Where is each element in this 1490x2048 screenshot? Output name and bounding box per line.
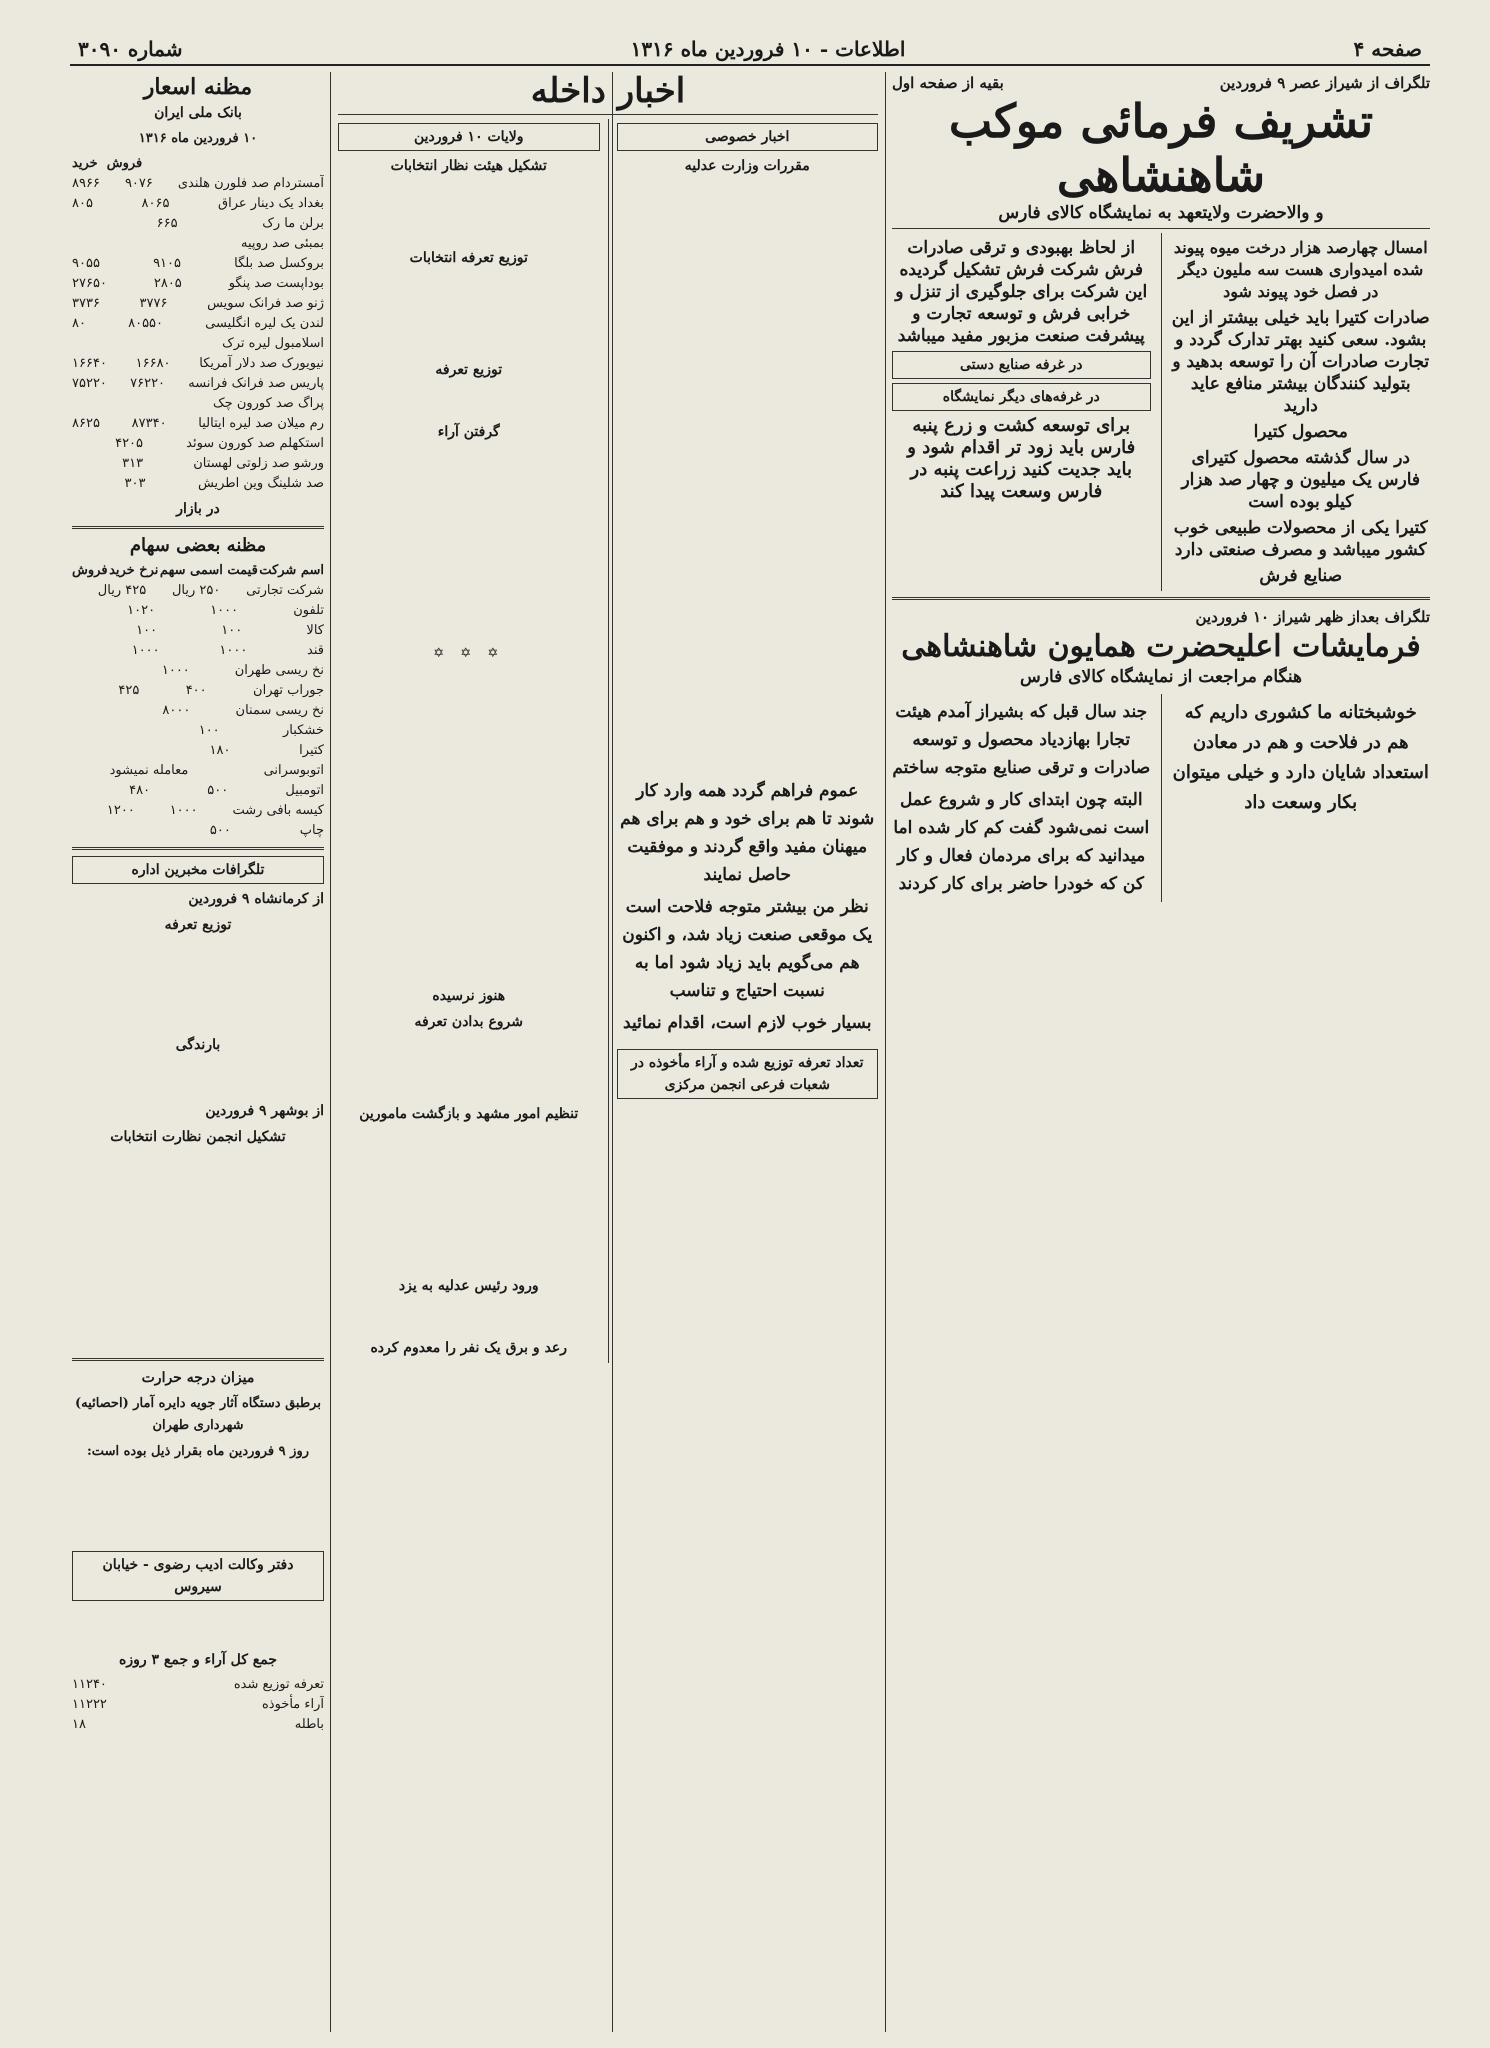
subheading: تنظیم امور مشهد و بازگشت مامورین: [359, 1106, 579, 1122]
fx-row: [72, 434, 324, 454]
section-title: مقررات وزارت عدلیه: [684, 158, 810, 174]
share-cell: ۴۲۵ ریال: [97, 583, 147, 598]
subheading: رعد و برق یک نفر را معدوم کرده: [370, 1340, 568, 1356]
section-title: ولایات ۱۰ فروردین: [338, 123, 600, 151]
share-row: [72, 781, 324, 801]
fx-cell: ۸۶۲۵: [72, 416, 100, 431]
fx-cell: ۹۰۵۵: [72, 256, 100, 271]
temperature-subtitle: برطبق دستگاه آثار جویه دایره آمار (احصائیه) شهرداری طهران: [75, 1396, 321, 1433]
subheading: توزیع تعرفه: [164, 917, 232, 933]
share-cell: ۱۰۰۰: [169, 803, 198, 818]
quote: البته چون ابتدای کار و شروع عمل است نمی‌شود گفت کم کار شده اما میدانید که برای مردمان فعال و کار کن که خودرا حاضر برای کار کردند: [893, 790, 1150, 894]
share-cell: ۱۲۰۰: [106, 803, 135, 818]
fx-cell: بروکسل صد بلگا: [234, 256, 324, 271]
vote-cell: ۱۸: [72, 1717, 86, 1732]
kicker-continued: بقیه از صفحه اول: [892, 74, 1004, 92]
share-cell: ۱۰۰۰: [219, 643, 248, 658]
fx-cell: لندن یک لیره انگلیسی: [205, 316, 324, 331]
main-article: [892, 72, 1430, 2022]
share-cell: ۱۰۰: [198, 723, 220, 738]
domestic-news: اخبار داخله اخبار خصوصی مقررات وزارت عدلیه عموم فراهم گردد همه وارد کار شوند تا هم برای خود و هم برای هم میهنان مفید واقع گردند و موفقیت حاصل نمایند نظر من بیشتر متوجه فلاحت است یک موقعی صنعت زیاد شد، و اکنون هم می‌گویم باید زیاد شود اما به نسبت احتیاج و تناسب بسیار خوب لازم است، اقدام نمائید تعداد تعرفه توزیع شده و آراء مأخوذه در شعبات فرعی انجمن مرکزی ولایات ۱۰ فروردین تشکیل هیئت نظار انتخابات توزیع تعرفه انتخابات توزیع تعرفه گرفتن آراء ✡ ✡ ✡ هنوز نرسیده شروع بدادن تعرفه تنظیم امور مشهد و بازگشت مامورین ورود رئیس عدلیه به یزد رعد و برق یک نفر را معدوم کرده: [338, 72, 878, 2022]
share-cell: معامله نمیشود: [109, 763, 189, 778]
share-row: [72, 741, 324, 761]
fx-cell: ۴۲۰۵: [115, 436, 144, 451]
subhead: هنگام مراجعت از نمایشگاه کالای فارس: [1020, 667, 1302, 687]
share-row: [72, 801, 324, 821]
fx-row: [72, 254, 324, 274]
fx-cell: ۲۷۶۵۰: [72, 276, 107, 291]
shares-table: [72, 581, 324, 841]
fx-cell: اسلامبول لیره ترک: [222, 336, 324, 351]
rates-date: ۱۰ فروردین ماه ۱۳۱۶: [138, 131, 258, 146]
share-cell: اتوبوسرانی: [263, 763, 324, 778]
exchange-rates-table: [72, 174, 324, 494]
quote: خوشبختانه ما کشوری داریم که هم در فلاحت و هم در معادن استعداد شایان دارد و خیلی میتوان بکار وسعت داد: [1172, 702, 1429, 813]
quote: بسیار خوب لازم است، اقدام نمائید: [623, 1013, 872, 1033]
share-cell: کالا: [306, 623, 324, 638]
headline: فرمایشات اعلیحضرت همایون شاهنشاهی: [901, 629, 1421, 664]
share-row: [72, 641, 324, 661]
subheading: تشکیل هیئت نظار انتخابات: [390, 158, 547, 174]
fx-cell: ۹۰۷۶: [124, 176, 153, 191]
subhead: و والاحضرت ولایتعهد به نمایشگاه کالای فارس: [998, 203, 1324, 223]
fx-row: [72, 454, 324, 474]
fx-row: [72, 354, 324, 374]
subheading: توزیع تعرفه انتخابات: [409, 250, 528, 266]
kicker: تلگراف از شیراز عصر ۹ فروردین: [1219, 74, 1430, 92]
fx-cell: ۸۷۳۴۰: [131, 416, 167, 431]
kicker: تلگراف بعداز ظهر شیراز ۱۰ فروردین: [1195, 608, 1430, 626]
issue-number: شماره ۳۰۹۰: [78, 37, 183, 61]
fx-cell: ۸۰۵۵۰: [128, 316, 164, 331]
fx-cell: ۱۶۶۴۰: [72, 356, 107, 371]
share-cell: ۴۸۰: [129, 783, 151, 798]
fx-row: [72, 194, 324, 214]
vote-cell: ۱۱۲۴۰: [72, 1677, 107, 1692]
share-cell: ۴۲۵: [118, 683, 140, 698]
vote-row: [72, 1675, 324, 1695]
bold-paragraph: برای توسعه کشت و زرع پنبه فارس باید زود تر اقدام شود و باید جدیت کنید زراعت پنبه در فارس وسعت پیدا کند: [907, 415, 1136, 502]
vote-cell: تعرفه توزیع شده: [233, 1677, 324, 1692]
subheading: توزیع تعرفه: [435, 362, 503, 378]
fx-cell: رم میلان صد لیره ایتالیا: [198, 416, 324, 431]
fx-cell: استکهلم صد کورون سوئد: [186, 436, 324, 451]
fx-row: [72, 314, 324, 334]
share-row: [72, 721, 324, 741]
quote: امسال چهارصد هزار درخت میوه پیوند شده امیدواری هست سه ملیون دیگر در فصل خود پیوند شود: [1173, 238, 1428, 301]
share-cell: ۱۰۰: [221, 623, 243, 638]
share-cell: ۱۰۰: [136, 623, 158, 638]
share-cell: نخ ریسی سمنان: [235, 703, 324, 718]
share-row: [72, 821, 324, 841]
share-cell: ۴۰۰: [185, 683, 207, 698]
share-cell: شرکت تجارتی: [246, 583, 324, 598]
share-cell: ۱۰۰۰: [210, 603, 239, 618]
fx-row: [72, 294, 324, 314]
fx-row: [72, 374, 324, 394]
fx-cell: ورشو صد زلوتی لهستان: [193, 456, 324, 471]
share-cell: تلفون: [293, 603, 324, 618]
quote: عموم فراهم گردد همه وارد کار شوند تا هم برای خود و هم برای هم میهنان مفید واقع گردند و موفقیت حاصل نمایند: [620, 781, 875, 885]
share-row: [72, 621, 324, 641]
fx-row: [72, 414, 324, 434]
shares-title: مظنه بعضی سهام: [129, 535, 267, 556]
page-number: صفحه ۴: [1353, 37, 1422, 61]
votes-table: [72, 1675, 324, 1735]
masthead-date: اطلاعات - ۱۰ فروردین ماه ۱۳۱۶: [630, 37, 906, 61]
fx-cell: ۳۰۳: [124, 476, 146, 491]
section-title: تعداد تعرفه توزیع شده و آراء مأخوذه در شعبات فرعی انجمن مرکزی: [617, 1049, 879, 1099]
headline: تشریف فرمائی موکب شاهنشاهی: [948, 94, 1374, 202]
fx-row: [72, 274, 324, 294]
column-rule: [885, 72, 886, 2032]
section-title: صنایع فرش: [1259, 566, 1343, 586]
share-cell: ۸۰۰۰: [162, 703, 191, 718]
fx-cell: برلن ما رک: [262, 216, 324, 231]
fx-cell: صد شلینگ وین اطریش: [197, 476, 324, 491]
subheading: بارندگی: [175, 1037, 221, 1053]
fx-cell: بوداپست صد پنگو: [228, 276, 324, 291]
share-cell: کتیرا: [299, 743, 324, 758]
bold-paragraph: صادرات کتیرا باید خیلی بیشتر از این بشود. سعی کنید بهتر تدارک گردد و تجارت صادرات آن را توسعه بدهید و بتولید کنندگان بیشتر منافع عاید دارید: [1171, 308, 1430, 416]
vote-cell: ۱۱۲۲۲: [72, 1697, 107, 1712]
vote-row: [72, 1715, 324, 1735]
section-title: در غرفه صنایع دستی: [892, 351, 1151, 379]
share-row: [72, 601, 324, 621]
section-banner: اخبار داخله: [530, 72, 686, 111]
fx-row: [72, 474, 324, 494]
share-row: [72, 761, 324, 781]
rates-title: مظنه اسعار: [143, 74, 253, 100]
vote-cell: آراء مأخوذه: [261, 1697, 324, 1712]
quote: نظر من بیشتر متوجه فلاحت است یک موقعی صنعت زیاد شد، و اکنون هم می‌گویم باید زیاد شود اما به نسبت احتیاج و تناسب: [622, 897, 873, 1001]
fx-row: [72, 334, 324, 354]
fx-cell: ۸۹۶۶: [72, 176, 100, 191]
fx-row: [72, 394, 324, 414]
subheading: شروع بدادن تعرفه: [414, 1014, 524, 1030]
fx-cell: ۳۷۳۶: [72, 296, 100, 311]
fx-cell: ۸۰۵: [72, 196, 93, 211]
share-cell: اتومبیل: [285, 783, 324, 798]
share-row: [72, 581, 324, 601]
page-header: [70, 34, 1430, 66]
section-title: در غرفه‌های دیگر نمایشگاه: [892, 383, 1151, 411]
fx-cell: ۸۰۶۵: [141, 196, 170, 211]
share-row: [72, 661, 324, 681]
fx-cell: آمستردام صد فلورن هلندی: [177, 176, 324, 191]
fx-cell: نیویورک صد دلار آمریکا: [199, 356, 324, 371]
subheading: هنوز نرسیده: [432, 988, 506, 1004]
share-cell: خشکبار: [283, 723, 324, 738]
fx-row: [72, 174, 324, 194]
fx-cell: ۷۶۲۲۰: [130, 376, 166, 391]
fx-cell: بمبئی صد روپیه: [240, 236, 324, 251]
temperature-line: روز ۹ فروردین ماه بقرار ذیل بوده است:: [87, 1444, 309, 1459]
quote: جند سال قبل که بشیراز آمدم هیئت تجارا بهازدیاد محصول و توسعه صادرات و ترقی صنایع متوجه ساختم: [892, 702, 1151, 778]
votes-title: جمع کل آراء و جمع ۳ روزه: [119, 1652, 277, 1668]
section-title: اخبار خصوصی: [617, 123, 879, 151]
share-cell: ۱۸۰: [209, 743, 231, 758]
section-title: محصول کتیرا: [1253, 422, 1348, 442]
share-cell: ۱۰۰۰: [161, 663, 190, 678]
fx-cell: ۷۵۲۲۰: [72, 376, 107, 391]
fx-row: [72, 214, 324, 234]
fx-cell: ۸۰: [72, 316, 86, 331]
share-cell: جوراب تهران: [253, 683, 324, 698]
share-cell: چاپ: [299, 823, 324, 838]
bold-paragraph: کتیرا یکی از محصولات طبیعی خوب کشور میباشد و مصرف صنعتی دارد: [1173, 518, 1428, 560]
telegrams-title: تلگرافات مخبرین اداره: [72, 856, 324, 884]
share-cell: ۱۰۰۰: [131, 643, 160, 658]
share-cell: کیسه بافی رشت: [232, 803, 324, 818]
sidebar: مظنه اسعار بانک ملی ایران ۱۰ فروردین ماه ۱۳۱۶ فروش خرید آمستردام صد فلورن هلندی ۹۰۷۶ ۸۹۶۶ بغداد یک دینار عراق ۸۰۶۵ ۸۰۵ برلن ما رک ۶۶۵ بمبئی صد روپیه بروکسل صد بلگا ۹۱۰۵ ۹۰۵۵ بوداپست صد پنگو ۲۸۰۵ ۲۷۶۵۰ ژنو صد فرانک سویس ۳۷۷۶ ۳۷۳۶ لندن یک لیره انگلیسی ۸۰۵۵۰ ۸۰ اسلامبول لیره ترک نیویورک صد دلار آمریکا ۱۶۶۸۰ ۱۶۶۴۰ پاریس صد فرانک فرانسه ۷۶۲۲۰ ۷۵۲۲۰ پراگ صد کورون چک رم میلان صد لیره ایتالیا ۸۷۳۴۰ ۸۶۲۵ استکهلم صد کورون سوئد ۴۲۰۵ ورشو صد زلوتی لهستان ۳۱۳ صد شلینگ وین اطریش ۳۰۳ در بازار مظنه بعضی سهام اسم شرکت قیمت اسمی سهم نرخ خرید فروش شرکت تجارتی ۲۵۰ ریال ۴۲۵ ریال تلفون ۱۰۰۰ ۱۰۲۰ کالا ۱۰۰ ۱۰۰ قند ۱۰۰۰ ۱۰۰۰ نخ ریسی طهران ۱۰۰۰ جوراب تهران ۴۰۰ ۴۲۵ نخ ریسی سمنان ۸۰۰۰ خشکبار ۱۰۰ کتیرا ۱۸۰ اتوبوسرانی معامله نمیشود اتومبیل ۵۰۰ ۴۸۰ کیسه بافی رشت ۱۰۰۰ ۱۲۰۰ چاپ ۵۰۰ تلگرافات مخبرین اداره از کرمانشاه ۹ فروردین توزیع تعرفه بارندگی از بوشهر ۹ فروردین تشکیل انجمن نظارت انتخابات میزان درجه حرارت برطبق دستگاه آثار جویه دایره آمار (احصائیه) شهرداری طهران روز ۹ فروردین ماه بقرار ذیل بوده است: دفتر وکالت ادیب رضوی - خیابان سیروس جمع کل آراء و جمع ۳ روزه تعرفه توزیع شده ۱۱۲۴۰ آراء مأخوذه ۱۱۲۲۲ باطله ۱۸: [72, 72, 324, 2022]
share-cell: قند: [307, 643, 324, 658]
vote-row: [72, 1695, 324, 1715]
share-cell: ۲۵۰ ریال: [171, 583, 221, 598]
share-cell: ۱۰۲۰: [127, 603, 156, 618]
fx-cell: ۲۸۰۵: [153, 276, 182, 291]
fx-cell: ۹۱۰۵: [153, 256, 181, 271]
bank-name: بانک ملی ایران: [154, 105, 242, 121]
advertisement: دفتر وکالت ادیب رضوی - خیابان سیروس: [72, 1551, 324, 1601]
column-rule: [330, 72, 331, 2032]
fx-cell: ۱۶۶۸۰: [135, 356, 171, 371]
quote: از لحاظ بهبودی و ترقی صادرات فرش شرکت فرش تشکیل گردیده این شرکت برای جلوگیری از تنزل و خرابی فرش و توسعه تجارت و پیشرفت صنعت مزبور مفید میباشد: [895, 238, 1148, 346]
dateline: از بوشهر ۹ فروردین: [205, 1103, 324, 1119]
share-cell: ۵۰۰: [207, 783, 229, 798]
fx-cell: پراگ صد کورون چک: [213, 396, 324, 411]
vote-cell: باطله: [294, 1717, 324, 1732]
fx-cell: ژنو صد فرانک سویس: [207, 296, 324, 311]
fx-cell: پاریس صد فرانک فرانسه: [188, 376, 324, 391]
bazaar-label: در بازار: [176, 501, 220, 517]
temperature-title: میزان درجه حرارت: [141, 1370, 255, 1386]
fx-cell: ۳۱۳: [122, 456, 144, 471]
fx-cell: ۶۶۵: [156, 216, 178, 231]
fx-cell: بغداد یک دینار عراق: [218, 196, 324, 211]
share-cell: نخ ریسی طهران: [234, 663, 324, 678]
dateline: از کرمانشاه ۹ فروردین: [188, 891, 324, 907]
bold-paragraph: در سال گذشته محصول کتیرای فارس یک میلیون و چهار صد هزار کیلو بوده است: [1181, 448, 1421, 512]
subheading: ورود رئیس عدلیه به یزد: [398, 1278, 539, 1294]
subheading: گرفتن آراء: [437, 424, 500, 440]
fx-cell: ۳۷۷۶: [139, 296, 168, 311]
subheading: تشکیل انجمن نظارت انتخابات: [110, 1129, 286, 1145]
share-row: [72, 681, 324, 701]
share-cell: ۵۰۰: [209, 823, 231, 838]
fx-row: [72, 234, 324, 254]
share-row: [72, 701, 324, 721]
